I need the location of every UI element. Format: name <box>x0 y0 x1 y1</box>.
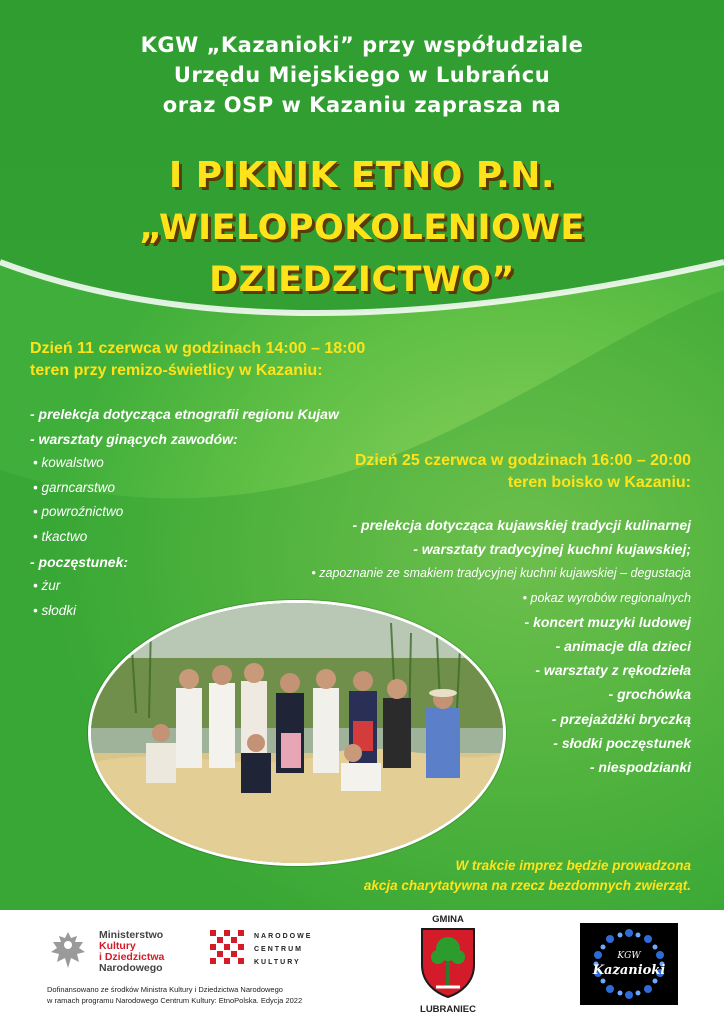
charity-note <box>364 856 691 896</box>
list-item: • garncarstwo <box>33 479 116 495</box>
list-item: • żur <box>33 578 61 594</box>
header-line-2: Urzędu Miejskiego w Lubrańcu <box>173 63 551 87</box>
day1-date: Dzień 11 czerwca w godzinach 14:00 – 18:00 <box>30 340 366 357</box>
kgw-logo <box>580 923 678 1005</box>
ministry-line-3: i Dziedzictwa <box>99 951 165 963</box>
group-photo <box>88 600 506 866</box>
nck-line-3: KULTURY <box>254 959 301 966</box>
group-photo-illustration <box>91 603 503 863</box>
ministry-line-4: Narodowego <box>99 962 163 974</box>
gmina-label-bottom: LUBRANIEC <box>420 1004 476 1015</box>
header <box>0 30 724 120</box>
charity-line-1: W trakcie imprez będzie prowadzona <box>455 858 691 873</box>
event-title <box>0 150 724 306</box>
list-item: - koncert muzyki ludowej <box>524 613 691 630</box>
funding-line-2: w ramach programu Narodowego Centrum Kultury: EtnoPolska. Edycja 2022 <box>47 996 303 1005</box>
eagle-emblem-icon <box>47 928 89 972</box>
day1-program <box>30 402 339 623</box>
list-item: - warsztaty ginących zawodów: <box>30 430 238 447</box>
ministry-logo <box>47 928 187 973</box>
day1-heading <box>30 338 365 382</box>
kgw-name: Kazanioki <box>592 963 666 978</box>
list-item: • słodki <box>33 602 76 618</box>
ministry-name <box>99 930 164 974</box>
list-item: • zapoznanie ze smakiem tradycyjnej kuchni kujawskiej – degustacja <box>311 566 691 581</box>
header-line-3: oraz OSP w Kazaniu zaprasza na <box>162 93 562 117</box>
list-item: - poczęstunek: <box>30 553 129 570</box>
list-item: - słodki poczęstunek <box>553 734 691 751</box>
list-item: - prelekcja dotycząca kujawskiej tradycji kulinarnej <box>352 517 691 533</box>
list-item: - animacje dla dzieci <box>555 638 691 655</box>
day2-date: Dzień 25 czerwca w godzinach 16:00 – 20:00 <box>354 452 691 469</box>
nck-pattern-icon <box>210 930 244 966</box>
title-line-2: „WIELOPOKOLENIOWE DZIEDZICTWO” <box>139 208 585 300</box>
list-item: - niespodzianki <box>589 759 691 776</box>
nck-line-1: NARODOWE <box>254 933 313 940</box>
nck-line-2: CENTRUM <box>254 946 303 953</box>
day2-heading <box>355 450 691 494</box>
list-item: - warsztaty z rękodzieła <box>535 662 691 679</box>
list-item: - prelekcja dotycząca etnografii regionu Kujaw <box>30 406 339 422</box>
funding-note <box>47 984 302 1006</box>
title-line-1: I PIKNIK ETNO P.N. <box>168 155 556 196</box>
charity-line-2: akcja charytatywna na rzecz bezdomnych zwierząt. <box>363 878 691 893</box>
coat-of-arms-icon <box>418 925 478 999</box>
list-item: • kowalstwo <box>33 455 104 471</box>
nck-logo <box>210 928 320 973</box>
list-item: • pokaz wyrobów regionalnych <box>522 590 691 605</box>
gmina-crest <box>412 914 484 1014</box>
list-item: - przejażdżki bryczką <box>551 710 691 727</box>
ministry-line-2: Kultury <box>99 940 136 952</box>
list-item: • tkactwo <box>33 528 88 544</box>
day2-place: teren boisko w Kazaniu: <box>507 474 691 491</box>
day1-place: teren przy remizo-świetlicy w Kazaniu: <box>30 362 323 379</box>
ministry-line-1: Ministerstwo <box>99 929 164 941</box>
gmina-label-top: GMINA <box>432 914 464 925</box>
list-item: - warsztaty tradycyjnej kuchni kujawskiej; <box>413 541 691 558</box>
list-item: - grochówka <box>608 686 691 703</box>
header-line-1: KGW „Kazanioki” przy współudziale <box>140 33 584 57</box>
kgw-label: KGW <box>617 951 641 961</box>
funding-line-1: Dofinansowano ze środków Ministra Kultury i Dziedzictwa Narodowego <box>47 985 283 994</box>
nck-name <box>254 930 312 969</box>
list-item: • powroźnictwo <box>33 504 124 520</box>
